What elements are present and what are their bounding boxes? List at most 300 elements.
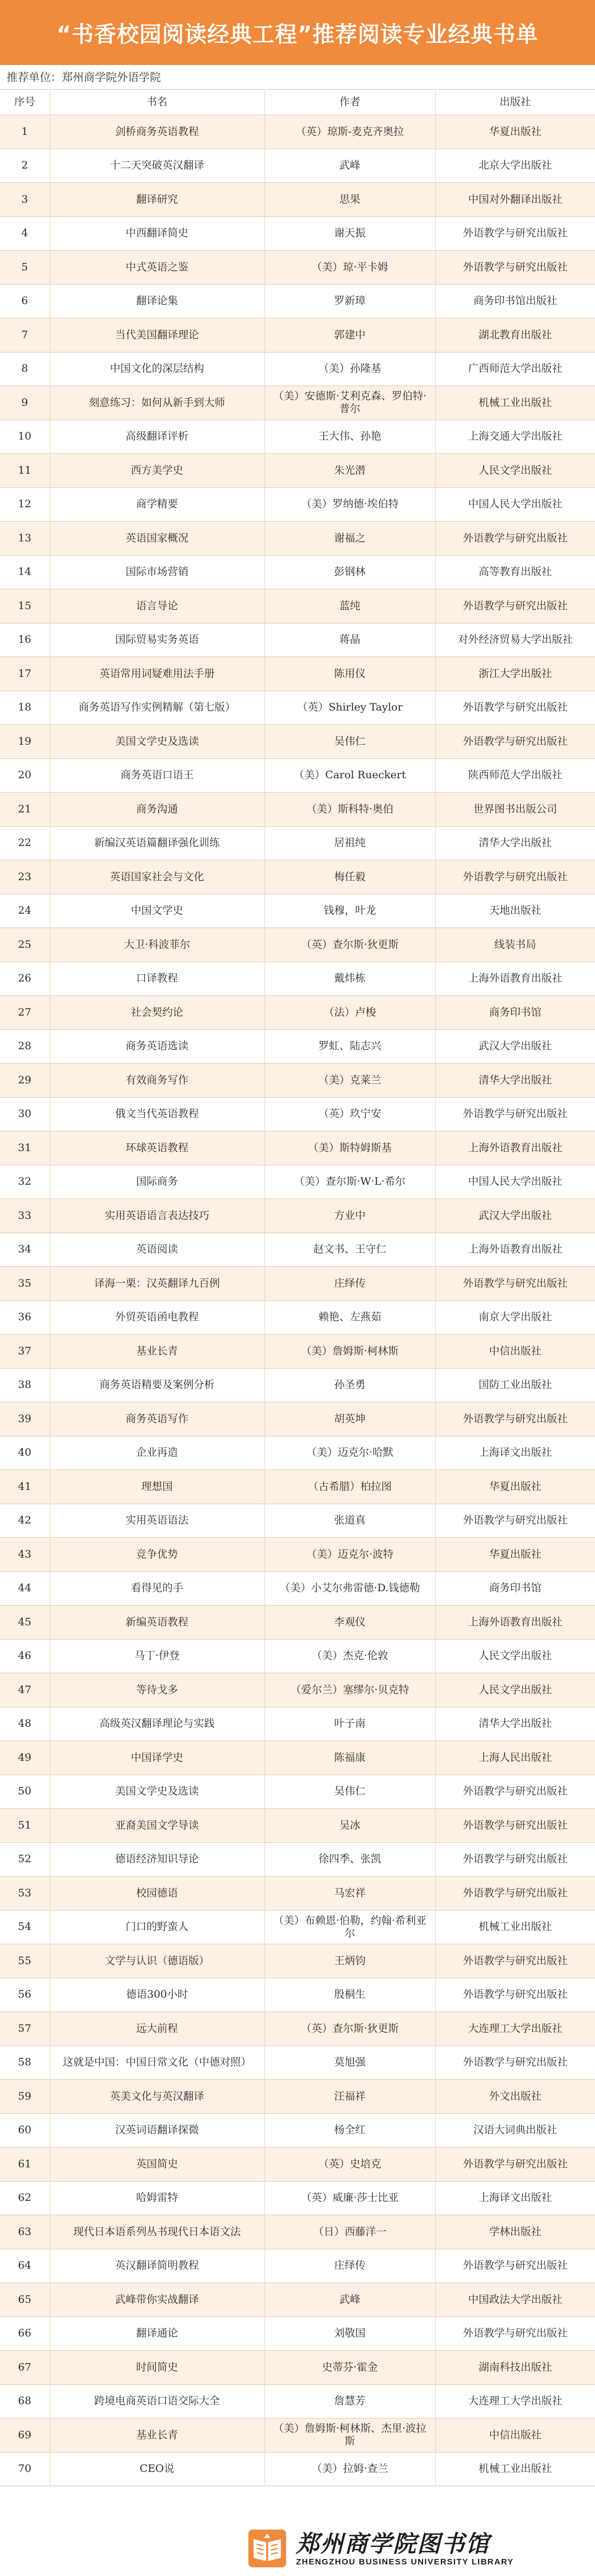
book-title: 理想国 (50, 1470, 264, 1504)
book-author: 武峰 (264, 2283, 435, 2317)
book-title: 翻译研究 (50, 183, 264, 217)
table-row (0, 2181, 595, 2215)
table-row (0, 2046, 595, 2080)
book-title: 口译教程 (50, 962, 264, 996)
book-author: 戴炜栋 (264, 962, 435, 996)
book-author: （美）斯科特·奥伯 (264, 793, 435, 827)
book-publisher: 外语教学与研究出版社 (435, 860, 595, 894)
book-number: 10 (0, 420, 50, 454)
book-author: （古希腊）柏拉图 (264, 1470, 435, 1504)
table-row (0, 2113, 595, 2147)
book-publisher: 外语教学与研究出版社 (435, 1944, 595, 1978)
book-title: 外贸英语函电教程 (50, 1300, 264, 1335)
book-publisher: 高等教育出版社 (435, 555, 595, 589)
book-title: 商务沟通 (50, 793, 264, 827)
book-author: 罗新璋 (264, 284, 435, 318)
book-publisher: 中国人民大学出版社 (435, 1165, 595, 1199)
book-author: （美）拉姆·查兰 (264, 2452, 435, 2486)
book-publisher: 世界图书出版公司 (435, 793, 595, 827)
table-row (0, 1402, 595, 1436)
book-publisher: 外语教学与研究出版社 (435, 1809, 595, 1843)
book-publisher: 上海译文出版社 (435, 2181, 595, 2215)
book-number: 13 (0, 522, 50, 556)
book-author: 居祖纯 (264, 826, 435, 860)
table-row (0, 1504, 595, 1538)
book-publisher: 线装书局 (435, 928, 595, 962)
book-author: 刘敬国 (264, 2317, 435, 2351)
book-publisher: 上海人民出版社 (435, 1741, 595, 1775)
table-body (0, 115, 595, 2486)
table-row (0, 1639, 595, 1673)
book-publisher: 外语教学与研究出版社 (435, 1504, 595, 1538)
book-title: 国际商务 (50, 1165, 264, 1199)
book-publisher: 中国人民大学出版社 (435, 487, 595, 522)
book-number: 28 (0, 1029, 50, 1064)
book-author: 方业中 (264, 1199, 435, 1233)
book-author: （美）小艾尔弗雷德·D.钱德勒 (264, 1571, 435, 1606)
book-number: 65 (0, 2283, 50, 2317)
book-author: 吴伟仁 (264, 1775, 435, 1809)
book-publisher: 商务印书馆 (435, 996, 595, 1030)
book-author: 朱光潜 (264, 454, 435, 488)
table-row (0, 1436, 595, 1470)
book-number: 44 (0, 1571, 50, 1606)
book-number: 40 (0, 1436, 50, 1470)
book-author: （英）玖宁安 (264, 1097, 435, 1131)
book-title: 校园德语 (50, 1877, 264, 1911)
table-row (0, 860, 595, 894)
table-row (0, 115, 595, 149)
footer (0, 2521, 595, 2576)
book-number: 34 (0, 1233, 50, 1267)
book-author: 汪福祥 (264, 2080, 435, 2114)
book-author: （美）詹姆斯·柯林斯、杰里·波拉斯 (264, 2418, 435, 2453)
recommending-unit: 推荐单位：郑州商学院外语学院 (7, 70, 161, 84)
book-author: 庄绎传 (264, 2249, 435, 2283)
table-row (0, 928, 595, 962)
book-number: 24 (0, 894, 50, 928)
book-publisher: 上海译文出版社 (435, 1436, 595, 1470)
book-author: 杨全红 (264, 2113, 435, 2147)
book-author: 蓝纯 (264, 589, 435, 623)
book-number: 48 (0, 1707, 50, 1741)
book-author: 叶子南 (264, 1707, 435, 1741)
book-author: 徐四季、张凯 (264, 1842, 435, 1877)
book-publisher: 武汉大学出版社 (435, 1199, 595, 1233)
book-author: （美）布赖恩·伯勒，约翰·希利亚尔 (264, 1910, 435, 1944)
book-title: 商务英语选读 (50, 1029, 264, 1064)
book-title: 译海一栗：汉英翻译九百例 (50, 1267, 264, 1301)
book-publisher: 外语教学与研究出版社 (435, 1402, 595, 1436)
table-row (0, 725, 595, 759)
book-publisher: 外语教学与研究出版社 (435, 691, 595, 725)
book-author: 吴冰 (264, 1809, 435, 1843)
table-row (0, 623, 595, 657)
table-row (0, 1809, 595, 1843)
book-author: （英）查尔斯·狄更斯 (264, 2012, 435, 2046)
book-publisher: 国防工业出版社 (435, 1368, 595, 1402)
book-number: 69 (0, 2418, 50, 2453)
book-author: （美）Carol Rueckert (264, 758, 435, 793)
book-number: 8 (0, 352, 50, 386)
book-number: 58 (0, 2046, 50, 2080)
book-publisher: 外文出版社 (435, 2080, 595, 2114)
book-publisher: 外语教学与研究出版社 (435, 522, 595, 556)
book-author: （英）史培克 (264, 2147, 435, 2182)
column-header-publisher: 出版社 (435, 90, 595, 115)
book-title: 等待戈多 (50, 1673, 264, 1707)
book-title: 当代美国翻译理论 (50, 318, 264, 352)
logo-english-name: ZHENGZHOU BUSINESS UNIVERSITY LIBRARY (296, 2557, 514, 2567)
book-title: 看得见的手 (50, 1571, 264, 1606)
book-number: 16 (0, 623, 50, 657)
table-row (0, 487, 595, 522)
book-number: 64 (0, 2249, 50, 2283)
book-number: 29 (0, 1064, 50, 1098)
table-row (0, 1199, 595, 1233)
book-author: （美）杰克·伦敦 (264, 1639, 435, 1673)
table-row (0, 962, 595, 996)
table-row (0, 251, 595, 285)
book-publisher: 人民文学出版社 (435, 454, 595, 488)
book-publisher: 对外经济贸易大学出版社 (435, 623, 595, 657)
book-author: 殷桐生 (264, 1978, 435, 2012)
table-row (0, 1064, 595, 1098)
book-number: 36 (0, 1300, 50, 1335)
book-author: 赵文书、王守仁 (264, 1233, 435, 1267)
book-number: 17 (0, 657, 50, 691)
book-publisher: 外语教学与研究出版社 (435, 1775, 595, 1809)
book-author: 史蒂芬·霍金 (264, 2351, 435, 2385)
book-title: 远大前程 (50, 2012, 264, 2046)
book-author: 思果 (264, 183, 435, 217)
table-row (0, 2249, 595, 2283)
book-author: （美）斯特姆斯基 (264, 1131, 435, 1165)
table-row (0, 2418, 595, 2453)
book-title: 环球英语教程 (50, 1131, 264, 1165)
book-number: 62 (0, 2181, 50, 2215)
book-author: 梅任毅 (264, 860, 435, 894)
book-number: 42 (0, 1504, 50, 1538)
table-header-row (0, 90, 595, 115)
book-title: 商务英语口语王 (50, 758, 264, 793)
book-publisher: 大连理工大学出版社 (435, 2012, 595, 2046)
book-number: 2 (0, 149, 50, 183)
book-title: 实用英语语法 (50, 1504, 264, 1538)
book-author: （英）琼斯-麦克齐奥拉 (264, 115, 435, 149)
book-publisher: 湖北教育出版社 (435, 318, 595, 352)
book-number: 66 (0, 2317, 50, 2351)
table-row (0, 1097, 595, 1131)
book-publisher: 华夏出版社 (435, 115, 595, 149)
book-publisher: 外语教学与研究出版社 (435, 2046, 595, 2080)
book-number: 53 (0, 1877, 50, 1911)
book-title: 跨境电商英语口语交际大全 (50, 2384, 264, 2418)
book-number: 32 (0, 1165, 50, 1199)
table-row (0, 555, 595, 589)
book-publisher: 外语教学与研究出版社 (435, 1978, 595, 2012)
table-row (0, 1910, 595, 1944)
book-title: 十二天突破英汉翻译 (50, 149, 264, 183)
book-number: 43 (0, 1538, 50, 1572)
book-publisher: 天地出版社 (435, 894, 595, 928)
book-author: （美）詹姆斯·柯林斯 (264, 1335, 435, 1369)
book-publisher: 清华大学出版社 (435, 1707, 595, 1741)
book-author: 陈用仪 (264, 657, 435, 691)
book-publisher: 学林出版社 (435, 2215, 595, 2249)
table-row (0, 2147, 595, 2182)
book-publisher: 汉语大词典出版社 (435, 2113, 595, 2147)
table-row (0, 1368, 595, 1402)
book-author: 陈福康 (264, 1741, 435, 1775)
book-title: 商务英语写作 (50, 1402, 264, 1436)
book-number: 55 (0, 1944, 50, 1978)
book-title: 德语经济知识导论 (50, 1842, 264, 1877)
book-publisher: 外语教学与研究出版社 (435, 2249, 595, 2283)
table-row (0, 793, 595, 827)
book-author: 蒋晶 (264, 623, 435, 657)
table-row (0, 691, 595, 725)
book-author: 武峰 (264, 149, 435, 183)
book-publisher: 外语教学与研究出版社 (435, 1877, 595, 1911)
book-publisher: 中信出版社 (435, 2418, 595, 2453)
book-author: 莫旭强 (264, 2046, 435, 2080)
book-publisher: 外语教学与研究出版社 (435, 1097, 595, 1131)
table-row (0, 522, 595, 556)
book-title: 翻译通论 (50, 2317, 264, 2351)
book-number: 4 (0, 216, 50, 251)
book-author: （美）克莱兰 (264, 1064, 435, 1098)
table-row (0, 352, 595, 386)
book-publisher: 武汉大学出版社 (435, 1029, 595, 1064)
table-row (0, 1842, 595, 1877)
book-author: （美）安德斯·艾利克森、罗伯特·普尔 (264, 386, 435, 420)
book-author: （英）查尔斯·狄更斯 (264, 928, 435, 962)
book-author: 马宏祥 (264, 1877, 435, 1911)
book-number: 27 (0, 996, 50, 1030)
table-row (0, 1131, 595, 1165)
book-number: 22 (0, 826, 50, 860)
book-title: 社会契约论 (50, 996, 264, 1030)
table-row (0, 1571, 595, 1606)
book-author: 詹慧芳 (264, 2384, 435, 2418)
book-author: 孙圣勇 (264, 1368, 435, 1402)
book-title: 实用英语语言表达技巧 (50, 1199, 264, 1233)
book-number: 1 (0, 115, 50, 149)
book-publisher: 外语教学与研究出版社 (435, 251, 595, 285)
book-number: 47 (0, 1673, 50, 1707)
book-publisher: 上海外语教育出版社 (435, 962, 595, 996)
table-row (0, 826, 595, 860)
book-number: 37 (0, 1335, 50, 1369)
book-publisher: 北京大学出版社 (435, 149, 595, 183)
book-publisher: 上海外语教育出版社 (435, 1233, 595, 1267)
book-publisher: 上海外语教育出版社 (435, 1606, 595, 1640)
table-row (0, 216, 595, 251)
book-title: 武峰带你实战翻译 (50, 2283, 264, 2317)
book-title: 剑桥商务英语教程 (50, 115, 264, 149)
table-row (0, 1944, 595, 1978)
book-number: 30 (0, 1097, 50, 1131)
book-number: 35 (0, 1267, 50, 1301)
book-number: 14 (0, 555, 50, 589)
book-title: 美国文学史及选读 (50, 725, 264, 759)
table-row (0, 1538, 595, 1572)
table-row (0, 1029, 595, 1064)
book-publisher: 机械工业出版社 (435, 2452, 595, 2486)
table-row (0, 1300, 595, 1335)
book-number: 61 (0, 2147, 50, 2182)
column-header-author: 作者 (264, 90, 435, 115)
book-publisher: 外语教学与研究出版社 (435, 2147, 595, 2182)
book-number: 59 (0, 2080, 50, 2114)
book-number: 26 (0, 962, 50, 996)
book-number: 51 (0, 1809, 50, 1843)
book-number: 38 (0, 1368, 50, 1402)
book-title: 大卫·科波菲尔 (50, 928, 264, 962)
table-row (0, 1707, 595, 1741)
book-author: 王炳钧 (264, 1944, 435, 1978)
book-number: 6 (0, 284, 50, 318)
table-row (0, 284, 595, 318)
book-publisher: 人民文学出版社 (435, 1673, 595, 1707)
book-title: 国际市场营销 (50, 555, 264, 589)
library-book-icon (246, 2528, 288, 2569)
table-row (0, 149, 595, 183)
book-number: 3 (0, 183, 50, 217)
book-author: （美）查尔斯·W·L·希尔 (264, 1165, 435, 1199)
book-author: 吴伟仁 (264, 725, 435, 759)
book-publisher: 外语教学与研究出版社 (435, 589, 595, 623)
book-number: 12 (0, 487, 50, 522)
book-title: 新编英语教程 (50, 1606, 264, 1640)
book-publisher: 华夏出版社 (435, 1470, 595, 1504)
book-number: 54 (0, 1910, 50, 1944)
book-author: 胡英坤 (264, 1402, 435, 1436)
book-author: （美）琼·平卡姆 (264, 251, 435, 285)
book-title: 俄文当代英语教程 (50, 1097, 264, 1131)
book-author: 张道真 (264, 1504, 435, 1538)
book-number: 33 (0, 1199, 50, 1233)
book-publisher: 广西师范大学出版社 (435, 352, 595, 386)
book-title: 这就是中国：中国日常文化（中德对照） (50, 2046, 264, 2080)
book-number: 52 (0, 1842, 50, 1877)
book-number: 23 (0, 860, 50, 894)
book-author: 谢福之 (264, 522, 435, 556)
library-logo (246, 2528, 514, 2569)
table-row (0, 996, 595, 1030)
book-publisher: 上海外语教育出版社 (435, 1131, 595, 1165)
book-author: （日）西藤洋一 (264, 2215, 435, 2249)
book-title: 时间简史 (50, 2351, 264, 2385)
book-author: 赖艳、左燕茹 (264, 1300, 435, 1335)
book-title: 语言导论 (50, 589, 264, 623)
book-title: 新编汉英语篇翻译强化训练 (50, 826, 264, 860)
book-number: 11 (0, 454, 50, 488)
book-publisher: 外语教学与研究出版社 (435, 2317, 595, 2351)
book-title: 德语300小时 (50, 1978, 264, 2012)
book-title: 竞争优势 (50, 1538, 264, 1572)
book-author: 庄绎传 (264, 1267, 435, 1301)
book-number: 5 (0, 251, 50, 285)
book-author: （英）威廉·莎士比亚 (264, 2181, 435, 2215)
book-title: 国际贸易实务英语 (50, 623, 264, 657)
book-publisher: 中信出版社 (435, 1335, 595, 1369)
book-title: 门口的野蛮人 (50, 1910, 264, 1944)
book-author: （美）迈克尔·波特 (264, 1538, 435, 1572)
book-publisher: 商务印书馆出版社 (435, 284, 595, 318)
table-row (0, 1775, 595, 1809)
book-title: 商务英语写作实例精解（第七版） (50, 691, 264, 725)
table-row (0, 2012, 595, 2046)
book-title: 商务英语精要及案例分析 (50, 1368, 264, 1402)
book-title: 英语国家概况 (50, 522, 264, 556)
book-publisher: 商务印书馆 (435, 1571, 595, 1606)
book-publisher: 外语教学与研究出版社 (435, 216, 595, 251)
book-number: 68 (0, 2384, 50, 2418)
book-title: 亚裔美国文学导读 (50, 1809, 264, 1843)
book-number: 18 (0, 691, 50, 725)
table-row (0, 1335, 595, 1369)
book-number: 15 (0, 589, 50, 623)
book-publisher: 机械工业出版社 (435, 1910, 595, 1944)
book-publisher: 机械工业出版社 (435, 386, 595, 420)
book-title: 企业再造 (50, 1436, 264, 1470)
book-publisher: 南京大学出版社 (435, 1300, 595, 1335)
book-title: 汉英词语翻译探微 (50, 2113, 264, 2147)
book-author: 罗虹、陆志兴 (264, 1029, 435, 1064)
column-header-number: 序号 (0, 90, 50, 115)
book-title: 中国文学史 (50, 894, 264, 928)
book-publisher: 清华大学出版社 (435, 1064, 595, 1098)
table-row (0, 1470, 595, 1504)
book-number: 63 (0, 2215, 50, 2249)
table-row (0, 1233, 595, 1267)
book-publisher: 清华大学出版社 (435, 826, 595, 860)
book-author: 李观仪 (264, 1606, 435, 1640)
table-row (0, 1267, 595, 1301)
book-title: 翻译论集 (50, 284, 264, 318)
book-title: 英语国家社会与文化 (50, 860, 264, 894)
book-author: 彭钢林 (264, 555, 435, 589)
book-publisher: 中国对外翻译出版社 (435, 183, 595, 217)
book-author: 谢天振 (264, 216, 435, 251)
book-title: 有效商务写作 (50, 1064, 264, 1098)
book-title: 中式英语之鉴 (50, 251, 264, 285)
table-row (0, 386, 595, 420)
book-number: 60 (0, 2113, 50, 2147)
table-row (0, 1741, 595, 1775)
book-publisher: 外语教学与研究出版社 (435, 1267, 595, 1301)
book-author: （美）罗纳德·埃伯特 (264, 487, 435, 522)
book-title: 西方美学史 (50, 454, 264, 488)
book-title: 现代日本语系列丛书现代日本语文法 (50, 2215, 264, 2249)
table-row (0, 758, 595, 793)
book-number: 19 (0, 725, 50, 759)
book-number: 46 (0, 1639, 50, 1673)
book-publisher: 外语教学与研究出版社 (435, 725, 595, 759)
book-number: 45 (0, 1606, 50, 1640)
book-publisher: 中国政法大学出版社 (435, 2283, 595, 2317)
book-title: 美国文学史及选读 (50, 1775, 264, 1809)
table-row (0, 1673, 595, 1707)
book-author: （法）卢梭 (264, 996, 435, 1030)
book-title: 哈姆雷特 (50, 2181, 264, 2215)
book-list-table (0, 89, 595, 2486)
book-number: 57 (0, 2012, 50, 2046)
book-number: 9 (0, 386, 50, 420)
book-number: 49 (0, 1741, 50, 1775)
